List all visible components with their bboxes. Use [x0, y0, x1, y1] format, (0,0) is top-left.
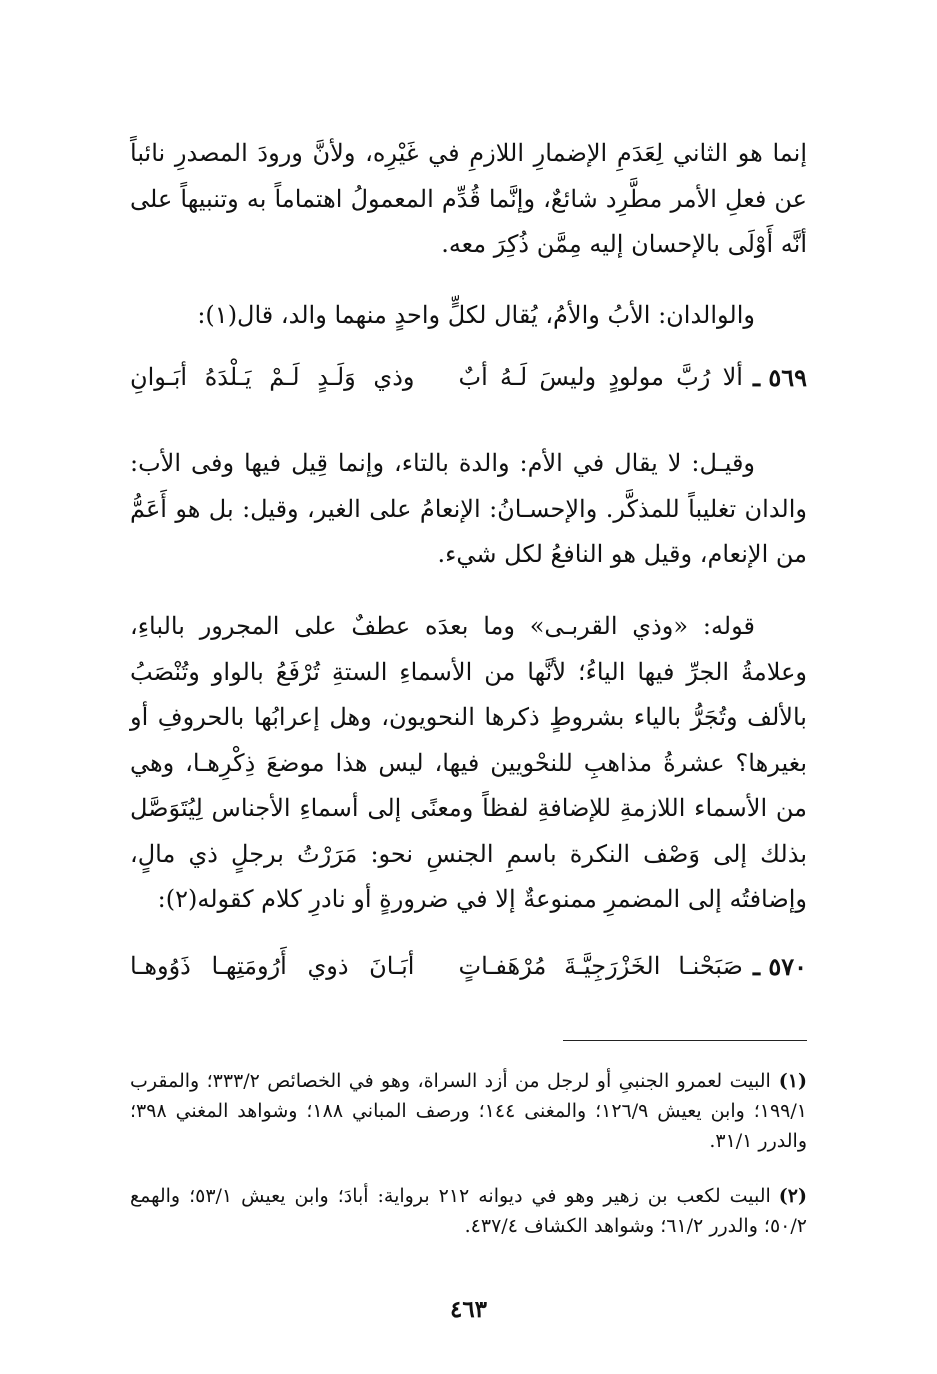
verse-line — [130, 946, 807, 986]
paragraph: والوالدان: الأبُ والأمُ، يُقال لكلٍّ واحدٍ منهما والد، قال(١): — [197, 301, 755, 329]
footnote — [130, 1181, 807, 1241]
verse-number: ٥٦٩ ـ — [752, 362, 807, 392]
verse-number: ٥٧٠ ـ — [752, 951, 807, 981]
page-number: ٤٦٣ — [449, 1296, 488, 1323]
verse-first-hemistich: ألا رُبَّ مولودٍ وليسَ لَـهُ أبٌ — [458, 363, 743, 391]
footnote-text: البيت لعمرو الجنبىِ أو لرجل من أزد السراة، وهو في الخصائص ٣٣٣/٢؛ والمقرب ١٩٩/١؛ وابن يعيش ١٢٦/٩؛ والمغنى ١٤٤؛ ورصف المباني ١٨٨؛ وشواهد المغني ٣٩٨؛ والدرر ٣١/١. — [130, 1070, 807, 1152]
paragraph: قوله: «وذي القربـى» وما بعدَه عطفٌ على المجرور بالباءِ، وعلامةُ الجرِّ فيها الياءُ؛ لأنَّها من الأسماءِ الستةِ تُرْفَعُ بالواو وتُنْصَبُ بالألف وتُجَرُّ بالياء بشروطٍ ذكرها النحويون، وهل إعرابُها بالحروفِ أو بغيرها؟ عشرةُ مذاهبِ للنحْويين فيها، ليس هذا موضعَ ذِكْرِهـا، وهي من الأسماء اللازمةِ للإضافةِ لفظاً ومعنًى إلى أسماءِ الأجناس لِيُتَوَصَّل بذلك إلى وَصْف النكرة باسمِ الجنسِ نحو: مَرَرْتُ برجلٍ ذي مالٍ، وإضافتُه إلى المضمرِ ممنوعةٌ إلا في ضرورةٍ أو نادرِ كلام كقوله(٢): — [130, 612, 807, 913]
footnote-mark: (٢) — [778, 1185, 808, 1207]
verse-line — [130, 357, 807, 397]
paragraph: وقيـل: لا يقال في الأم: والدة بالتاء، وإنما قِيل فيها وفى الأب: والدان تغليباً للمذكَّر. والإحسـانُ: الإنعامُ على الغير، وقيل: بل هو أَعَمُّ من الإنعام، وقيل هو النافعُ لكل شيء. — [130, 449, 807, 568]
footnote-divider — [563, 1040, 807, 1041]
footnote — [130, 1066, 807, 1156]
verse-first-hemistich: صَبَحْنـا الخَزْرَجِيَّـةَ مُرْهَفـاتٍ — [458, 952, 743, 980]
footnote-text: البيت لكعب بن زهير وهو في ديوانه ٢١٢ برواية: أبادَ؛ وابن يعيش ٥٣/١؛ والهمع ٥٠/٢؛ والدرر ٦١/٢؛ وشواهد الكشاف ٤٣٧/٤. — [130, 1185, 807, 1237]
verse-second-hemistich: أبَـانَ ذوي أَرُومَتِهـا ذَوُوهـا — [130, 952, 415, 980]
verse-second-hemistich: وذي وَلَـدٍ لَـمْ يَـلْدَهُ أبَـوانِ — [130, 363, 415, 391]
paragraph: إنما هو الثاني لِعَدَمِ الإضمارِ اللازمِ في غَيْرِه، ولأنَّ ورودَ المصدرِ نائباً عن فعلِ الأمر مطَّرِد شائعٌ، وإنَّما قُدِّم المعمولُ اهتماماً به وتنبيهاً على أنَّه أَوْلَى بالإحسان إليه مِمَّن ذُكِرَ معه. — [130, 139, 808, 258]
footnote-mark: (١) — [778, 1070, 807, 1092]
